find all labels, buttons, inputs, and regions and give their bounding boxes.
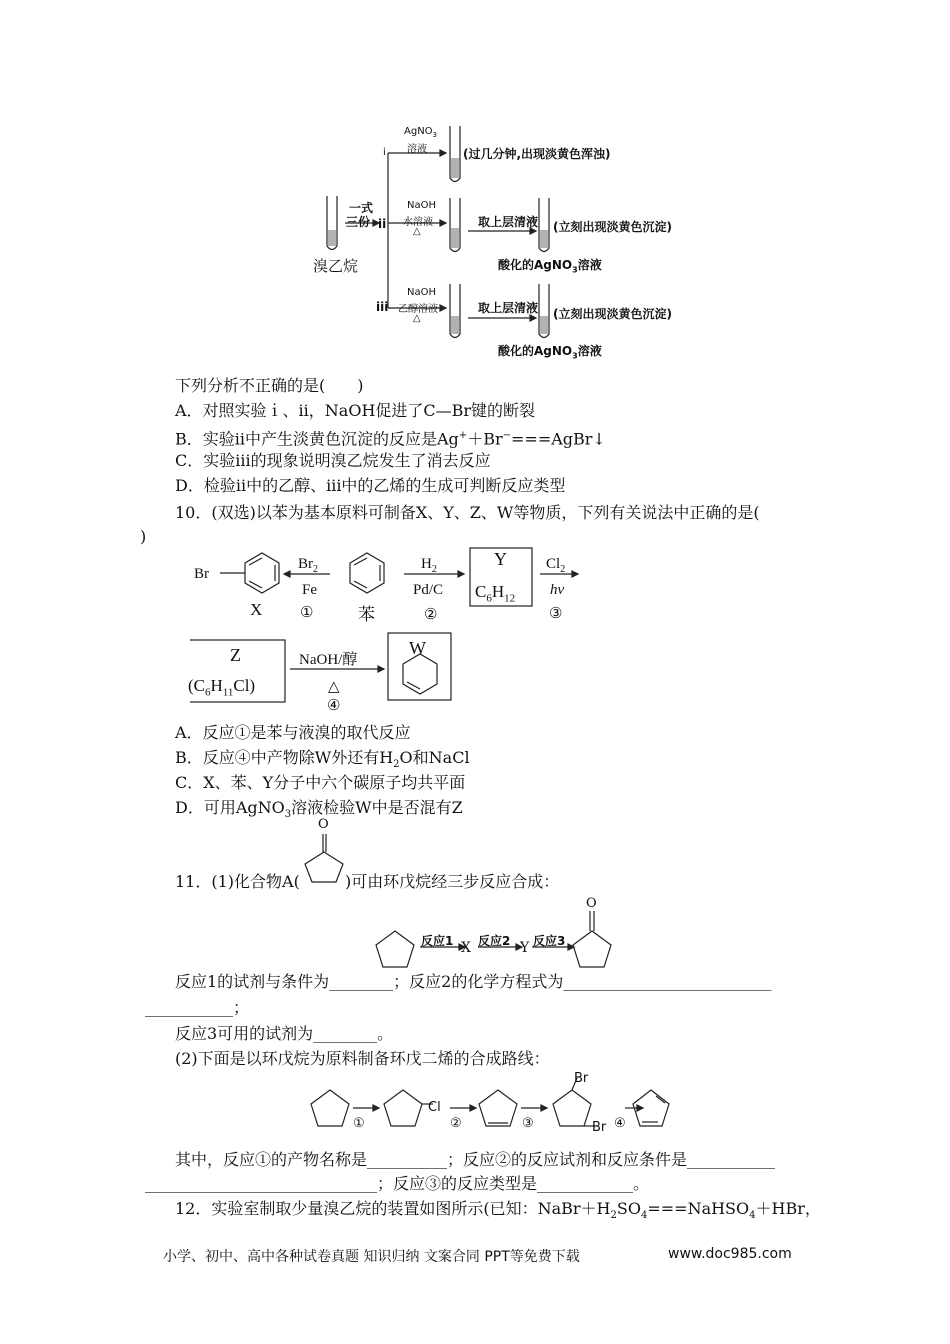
q9-option-b: B．实验ⅱ中产生淡黄色沉淀的反应是Ag+＋Br−===AgBr↓ (175, 429, 606, 449)
scheme-pdc: Pd/C (413, 582, 444, 598)
q10-option-d: D．可用AgNO$_3$溶液检验W中是否混有Z (175, 798, 463, 821)
scheme-hv: hν (550, 582, 565, 598)
q11-line5: _____________________________；反应③的反应类型是____________。 (145, 1174, 650, 1193)
route-br-side: Br (592, 1120, 607, 1135)
observation-iii: (立刻出现淡黄色沉淀) (553, 307, 672, 321)
q11-part1-post: )可由环戊烷经三步反应合成： (345, 872, 560, 891)
scheme-reaction-2: 反应2 (478, 934, 511, 948)
observation-ii: (立刻出现淡黄色沉淀) (553, 220, 672, 234)
inline-oxygen: O (318, 817, 329, 832)
q9-option-c: C．实验ⅲ的现象说明溴乙烷发生了消去反应 (175, 451, 491, 470)
label-iii: iii (376, 300, 389, 314)
footer-text: 小学、初中、高中各种试卷真题 知识归纳 文案合同 PPT等免费下载 (163, 1249, 580, 1265)
route-step-4: ④ (614, 1116, 626, 1131)
q12-stem: 12．实验室制取少量溴乙烷的装置如图所示(已知：$NaBr+H_2SO_4===NaHSO_4+HBr$， (175, 1199, 821, 1222)
reagent-ethanol: 乙醇溶液 (398, 304, 438, 315)
take-upper-ii: 取上层清液 (478, 215, 539, 229)
q11-part2: (2)下面是以环戊烷为原料制备环戊二烯的合成路线： (175, 1049, 550, 1068)
scheme-x-inter: X (461, 940, 471, 956)
route-step-2: ② (450, 1116, 462, 1131)
q11-line3: 反应3可用的试剂为________。 (175, 1024, 394, 1043)
q10-option-c: C．X、苯、Y分子中六个碳原子均共平面 (175, 773, 466, 792)
heat-ii: △ (413, 226, 421, 237)
scheme-br: Br (194, 566, 209, 582)
scheme-z: Z (230, 645, 241, 665)
q11-part1-pre: 11．(1)化合物A( (175, 872, 300, 891)
acidified-agno3-ii: 酸化的AgNO$_3$溶液 (498, 258, 602, 275)
scheme-y-formula: $C_6H_{12}$ (475, 582, 516, 605)
q10-option-b: B．反应④中产物除W外还有$H_2O$和NaCl (175, 748, 470, 771)
reagent-naoh-ii: NaOH (407, 200, 436, 211)
q11-line2: ___________； (145, 998, 250, 1017)
label-i: i (383, 147, 386, 158)
scheme-reaction-1: 反应1 (421, 934, 454, 948)
split-label-1: 一式 (349, 201, 374, 215)
scheme-step3: ③ (549, 606, 563, 622)
take-upper-iii: 取上层清液 (478, 301, 539, 315)
q10-option-a: A．反应①是苯与液溴的取代反应 (175, 723, 411, 742)
reagent-solution: 溶液 (407, 144, 427, 155)
q10-stem: 10．(双选)以苯为基本原料可制备X、Y、Z、W等物质，下列有关说法中正确的是( (175, 503, 760, 522)
reagent-naoh-iii: NaOH (407, 287, 436, 298)
q11-line1: 反应1的试剂与条件为________；反应2的化学方程式为__________________________ (175, 972, 772, 991)
observation-i: (过几分钟,出现淡黄色浑浊) (463, 147, 611, 161)
heat-iii: △ (413, 313, 421, 324)
route-br-top: Br (574, 1071, 589, 1086)
scheme-step2: ② (424, 607, 438, 623)
scheme-cl2: $Cl_2$ (546, 556, 566, 575)
route-step-3: ③ (522, 1116, 534, 1131)
q10-stem-end: ) (140, 527, 147, 546)
scheme-h2: $H_2$ (421, 556, 437, 575)
scheme-product-oxygen: O (586, 896, 597, 911)
route-step-1: ① (353, 1116, 365, 1131)
split-label-2: 三份 (346, 215, 371, 229)
label-ii: ii (378, 217, 387, 231)
scheme-step1: ① (300, 605, 314, 621)
scheme-y: Y (494, 549, 507, 569)
scheme-fe: Fe (302, 582, 317, 598)
scheme-y-inter: Y (520, 940, 530, 956)
route-cl: Cl (428, 1100, 441, 1115)
bromoethane-label: 溴乙烷 (313, 257, 359, 275)
scheme-heat: △ (328, 679, 340, 695)
footer-site-link[interactable]: www.doc985.com (668, 1246, 792, 1262)
scheme-naoh-alcohol: NaOH/醇 (299, 652, 358, 668)
q9-option-a: A．对照实验ｉ、ⅱ，NaOH促进了C—Br键的断裂 (175, 401, 536, 420)
reagent-aqueous: 水溶液 (403, 217, 433, 228)
scheme-benzene-label: 苯 (358, 605, 375, 624)
scheme-x: X (250, 600, 263, 619)
scheme-z-formula: $(C_6H_{11}Cl)$ (188, 676, 256, 699)
q9-stem: 下列分析不正确的是( ) (175, 376, 364, 395)
scheme-reaction-3: 反应3 (533, 934, 566, 948)
scheme-w: W (409, 638, 426, 658)
acidified-agno3-iii: 酸化的AgNO$_3$溶液 (498, 344, 602, 361)
q9-option-d: D．检验ⅱ中的乙醇、ⅲ中的乙烯的生成可判断反应类型 (175, 476, 566, 495)
scheme-step4: ④ (327, 698, 341, 714)
q11-line4: 其中，反应①的产物名称是__________；反应②的反应试剂和反应条件是___________ (175, 1150, 776, 1169)
scheme-br2: $Br_2$ (298, 556, 318, 575)
reagent-agno3: AgNO$_3$ (404, 126, 438, 139)
